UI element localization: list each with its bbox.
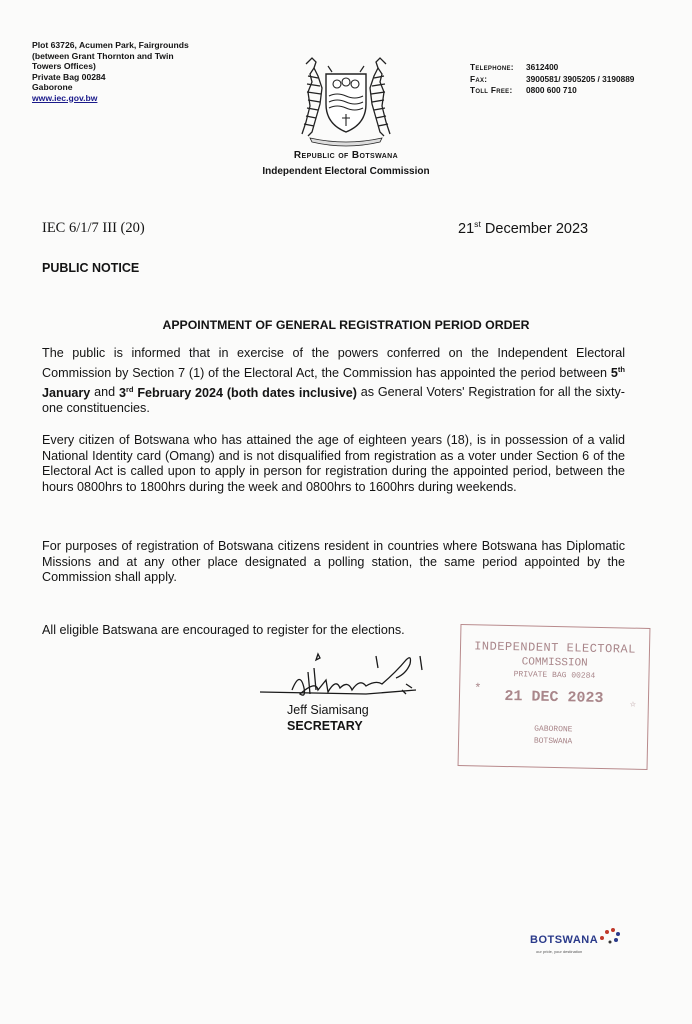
stamp-line-3: PRIVATE BAG 00284 bbox=[513, 670, 596, 681]
signature-graphic bbox=[256, 650, 426, 710]
stamp-city: GABORONE bbox=[534, 724, 573, 735]
stamp-country: BOTSWANA bbox=[533, 736, 573, 747]
signatory-title: SECRETARY bbox=[287, 719, 363, 733]
p1-b2: January bbox=[42, 385, 91, 400]
commission-title: Independent Electoral Commission bbox=[262, 166, 430, 177]
p1-text-a: The public is informed that in exercise of the powers conferred on the Independent Electoral Commission by Section 7 (1) of the Electoral Act, the Commission has appointed the period between bbox=[42, 346, 625, 380]
star-icon: ☆ bbox=[629, 699, 636, 711]
telephone-row bbox=[470, 62, 634, 74]
p1-text-e: as General Voters' Registration for all the sixty-one constituencies. bbox=[42, 385, 625, 416]
notice-label: PUBLIC NOTICE bbox=[42, 261, 140, 275]
address-line: (between Grant Thornton and Twin bbox=[32, 50, 174, 61]
p1-b1: 5 bbox=[610, 365, 618, 380]
p1-b1s: th bbox=[617, 364, 625, 374]
p1-d2: February 2024 (both dates inclusive) bbox=[133, 385, 357, 400]
coat-of-arms-icon bbox=[292, 52, 400, 147]
letter-date bbox=[458, 219, 588, 237]
official-stamp bbox=[458, 624, 651, 770]
website-link[interactable]: www.iec.gov.bw bbox=[32, 92, 98, 103]
toll-free-row bbox=[470, 85, 634, 97]
paragraph-3: For purposes of registration of Botswana citizens resident in countries where Botswana has Diplomatic Missions and at any other place designated a polling station, the same period appointed by the Commission shall apply. bbox=[42, 539, 625, 585]
contact-label: Telephone: bbox=[470, 62, 514, 72]
fax-value: 3900581/ 3905205 / 3190889 bbox=[526, 73, 635, 84]
p1-text-c: and bbox=[90, 385, 119, 400]
signatory-name: Jeff Siamisang bbox=[287, 703, 369, 717]
date-suffix: st bbox=[474, 219, 481, 229]
logo-tagline: our pride, your destination bbox=[536, 949, 583, 954]
contact-block bbox=[470, 62, 634, 97]
stamp-line-1: INDEPENDENT ELECTORAL bbox=[474, 639, 637, 657]
logo-dots-icon bbox=[596, 922, 622, 948]
address-line: Plot 63726, Acumen Park, Fairgrounds bbox=[32, 40, 189, 50]
fax-row bbox=[470, 74, 634, 86]
date-rest: December 2023 bbox=[480, 220, 589, 237]
star-icon: * bbox=[474, 681, 482, 696]
address-line: Gaborone bbox=[32, 82, 73, 92]
logo-text: BOTSWANA bbox=[530, 934, 599, 946]
contact-label: Toll Free: bbox=[470, 85, 513, 95]
stamp-line-2: COMMISSION bbox=[521, 656, 588, 670]
date-day: 21 bbox=[458, 220, 475, 237]
republic-title: Republic of Botswana bbox=[293, 150, 399, 161]
paragraph-2: Every citizen of Botswana who has attained the age of eighteen years (18), is in possession of a valid National Identity card (Omang) and is not disqualified from registration as a voter under Section 6 of the Electoral Act is called upon to apply in person for registration during the appointed period, between the hours 0800hrs to 1800hrs during the week and 0800hrs to 1600hrs during weekends. bbox=[42, 433, 625, 494]
sender-address bbox=[32, 40, 232, 103]
address-line: Private Bag 00284 bbox=[32, 71, 106, 82]
telephone-value: 3612400 bbox=[526, 62, 559, 72]
address-line: Towers Offices) bbox=[32, 61, 96, 71]
paragraph-4: All eligible Batswana are encouraged to register for the elections. bbox=[42, 623, 405, 637]
p1-d1: 3 bbox=[118, 385, 126, 400]
contact-label: Fax: bbox=[470, 73, 488, 84]
notice-heading: APPOINTMENT OF GENERAL REGISTRATION PERIOD ORDER bbox=[162, 318, 530, 332]
p1-d1s: rd bbox=[125, 384, 134, 394]
stamp-date: 21 DEC 2023 bbox=[504, 687, 604, 708]
p1-end-date bbox=[119, 386, 357, 400]
paragraph-1 bbox=[42, 346, 625, 417]
toll-free-value: 0800 600 710 bbox=[526, 85, 577, 95]
botswana-brand-logo bbox=[530, 922, 622, 962]
reference-number: IEC 6/1/7 III (20) bbox=[42, 220, 145, 236]
